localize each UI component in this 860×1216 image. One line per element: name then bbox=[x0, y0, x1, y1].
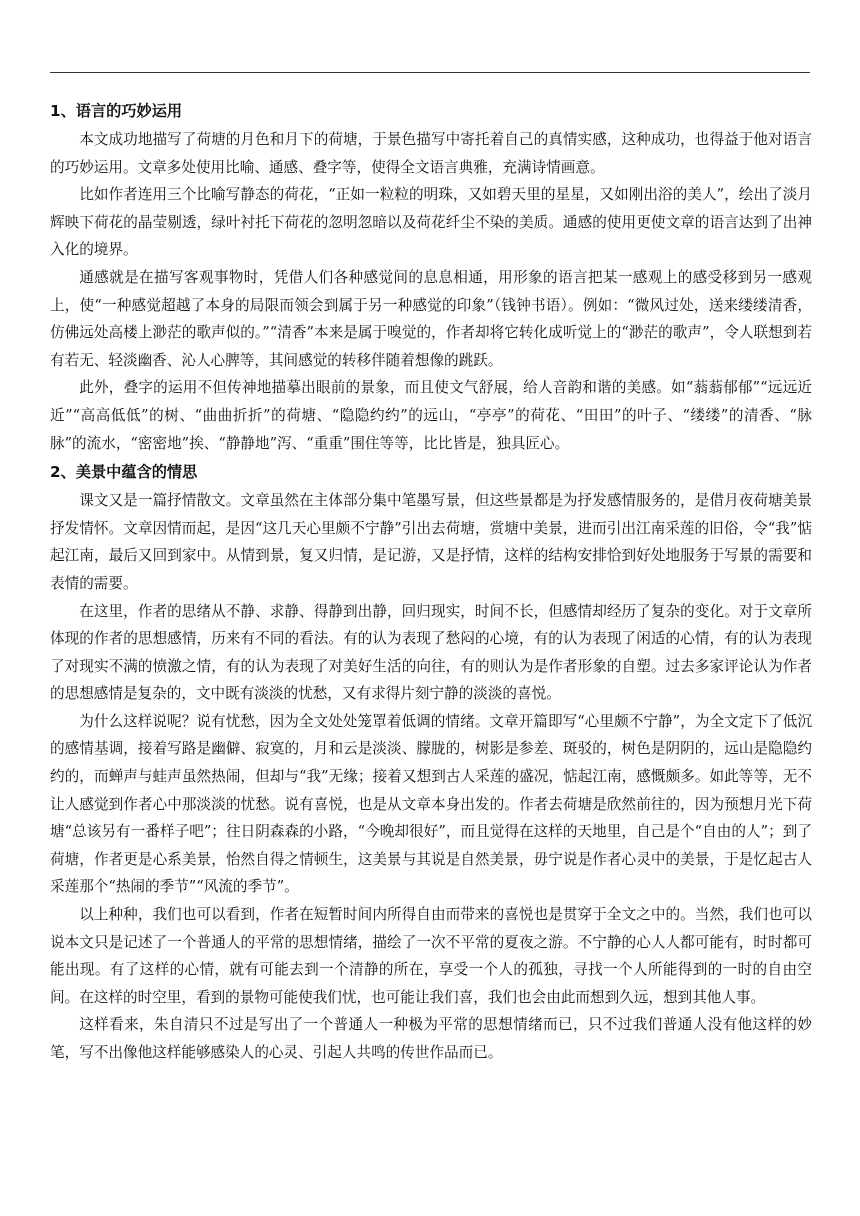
paragraph: 为什么这样说呢？说有忧愁，因为全文处处笼罩着低调的情绪。文章开篇即写“心里颇不宁静”，为全文定下了低沉的感情基调，接着写路是幽僻、寂寞的，月和云是淡淡、朦胧的，树影是参差、斑驳的，树色是阴阴的，远山是隐隐约约的，而蝉声与蛙声虽然热闹，但却与“我”无缘；接着又想到古人采莲的盛况，惦起江南，感慨颇多。如此等等，无不让人感觉到作者心中那淡淡的忧愁。说有喜悦，也是从文章本身出发的。作者去荷塘是欣然前往的，因为预想月光下荷塘“总该另有一番样子吧”；往日阴森森的小路，“今晚却很好”，而且觉得在这样的天地里，自己是个“自由的人”；到了荷塘，作者更是心系美景，怡然自得之情顿生，这美景与其说是自然美景，毋宁说是作者心灵中的美景，于是忆起古人采莲那个“热闹的季节”“风流的季节”。 bbox=[50, 712, 812, 896]
paragraph: 以上种种，我们也可以看到，作者在短暂时间内所得自由而带来的喜悦也是贯穿于全文之中的。当然，我们也可以说本文只是记述了一个普通人的平常的思想情绪，描绘了一次不平常的夏夜之游。不宁静的心人人都可能有，时时都可能出现。有了这样的心情，就有可能去到一个清静的所在，享受一个人的孤独，寻找一个人所能得到的一时的自由空间。在这样的时空里，看到的景物可能使我们忧，也可能让我们喜，我们也会由此而想到久远，想到其他人事。 bbox=[50, 906, 812, 1006]
paragraph: 在这里，作者的思绪从不静、求静、得静到出静，回归现实，时间不长，但感情却经历了复杂的变化。对于文章所体现的作者的思想感情，历来有不同的看法。有的认为表现了愁闷的心境，有的认为表现了闲适的心情，有的认为表现了对现实不满的愤激之情，有的认为表现了对美好生活的向往，有的则认为是作者形象的自塑。过去多家评论认为作者的思想感情是复杂的，文中既有淡淡的忧愁，又有求得片刻宁静的淡淡的喜悦。 bbox=[50, 602, 812, 703]
header-rule bbox=[50, 72, 810, 73]
section-language bbox=[50, 96, 812, 457]
paragraph: 通感就是在描写客观事物时，凭借人们各种感觉间的息息相通，用形象的语言把某一感观上的感受移到另一感观上，使“一种感觉超越了本身的局限而领会到属于另一种感觉的印象”（钱钟书语）。例如：“微风过处，送来缕缕清香，仿佛远处高楼上渺茫的歌声似的。”“清香”本来是属于嗅觉的，作者却将它转化成听觉上的“渺茫的歌声”，令人联想到若有若无、轻淡幽香、沁人心脾等，其间感觉的转移伴随着想像的跳跃。 bbox=[50, 268, 812, 369]
paragraph: 比如作者连用三个比喻写静态的荷花，“正如一粒粒的明珠，又如碧天里的星星，又如刚出浴的美人”，绘出了淡月辉映下荷花的晶莹剔透，绿叶衬托下荷花的忽明忽暗以及荷花纤尘不染的美质。通感的使用更使文章的语言达到了出神入化的境界。 bbox=[50, 186, 812, 259]
paragraph: 此外，叠字的运用不但传神地描摹出眼前的景象，而且使文气舒展，给人音韵和谐的美感。如“蓊蓊郁郁”“远远近近”“高高低低”的树、“曲曲折折”的荷塘、“隐隐约约”的远山，“亭亭”的荷花、“田田”的叶子、“缕缕”的清香、“脉脉”的流水，“密密地”挨、“静静地”泻、“重重”围住等等，比比皆是，独具匠心。 bbox=[50, 379, 812, 452]
paragraph: 课文又是一篇抒情散文。文章虽然在主体部分集中笔墨写景，但这些景都是为抒发感情服务的，是借月夜荷塘美景抒发情怀。文章因情而起，是因“这几天心里颇不宁静”引出去荷塘，赏塘中美景，进而引出江南采莲的旧俗，令“我”惦起江南，最后又回到家中。从情到景，复又归情，是记游，又是抒情，这样的结构安排恰到好处地服务于写景的需要和表情的需要。 bbox=[50, 492, 812, 592]
section-emotion bbox=[50, 457, 812, 1066]
section-heading: 1、语言的巧妙运用 bbox=[50, 102, 183, 120]
paragraph: 这样看来，朱自清只不过是写出了一个普通人一种极为平常的思想情绪而已，只不过我们普通人没有他这样的妙笔，写不出像他这样能够感染人的心灵、引起人共鸣的传世作品而已。 bbox=[50, 1016, 812, 1061]
paragraph: 本文成功地描写了荷塘的月色和月下的荷塘，于景色描写中寄托着自己的真情实感，这种成功，也得益于他对语言的巧妙运用。文章多处使用比喻、通感、叠字等，使得全文语言典雅，充满诗情画意。 bbox=[50, 131, 812, 176]
document-body bbox=[50, 96, 812, 1067]
section-heading: 2、美景中蕴含的情思 bbox=[50, 463, 198, 482]
